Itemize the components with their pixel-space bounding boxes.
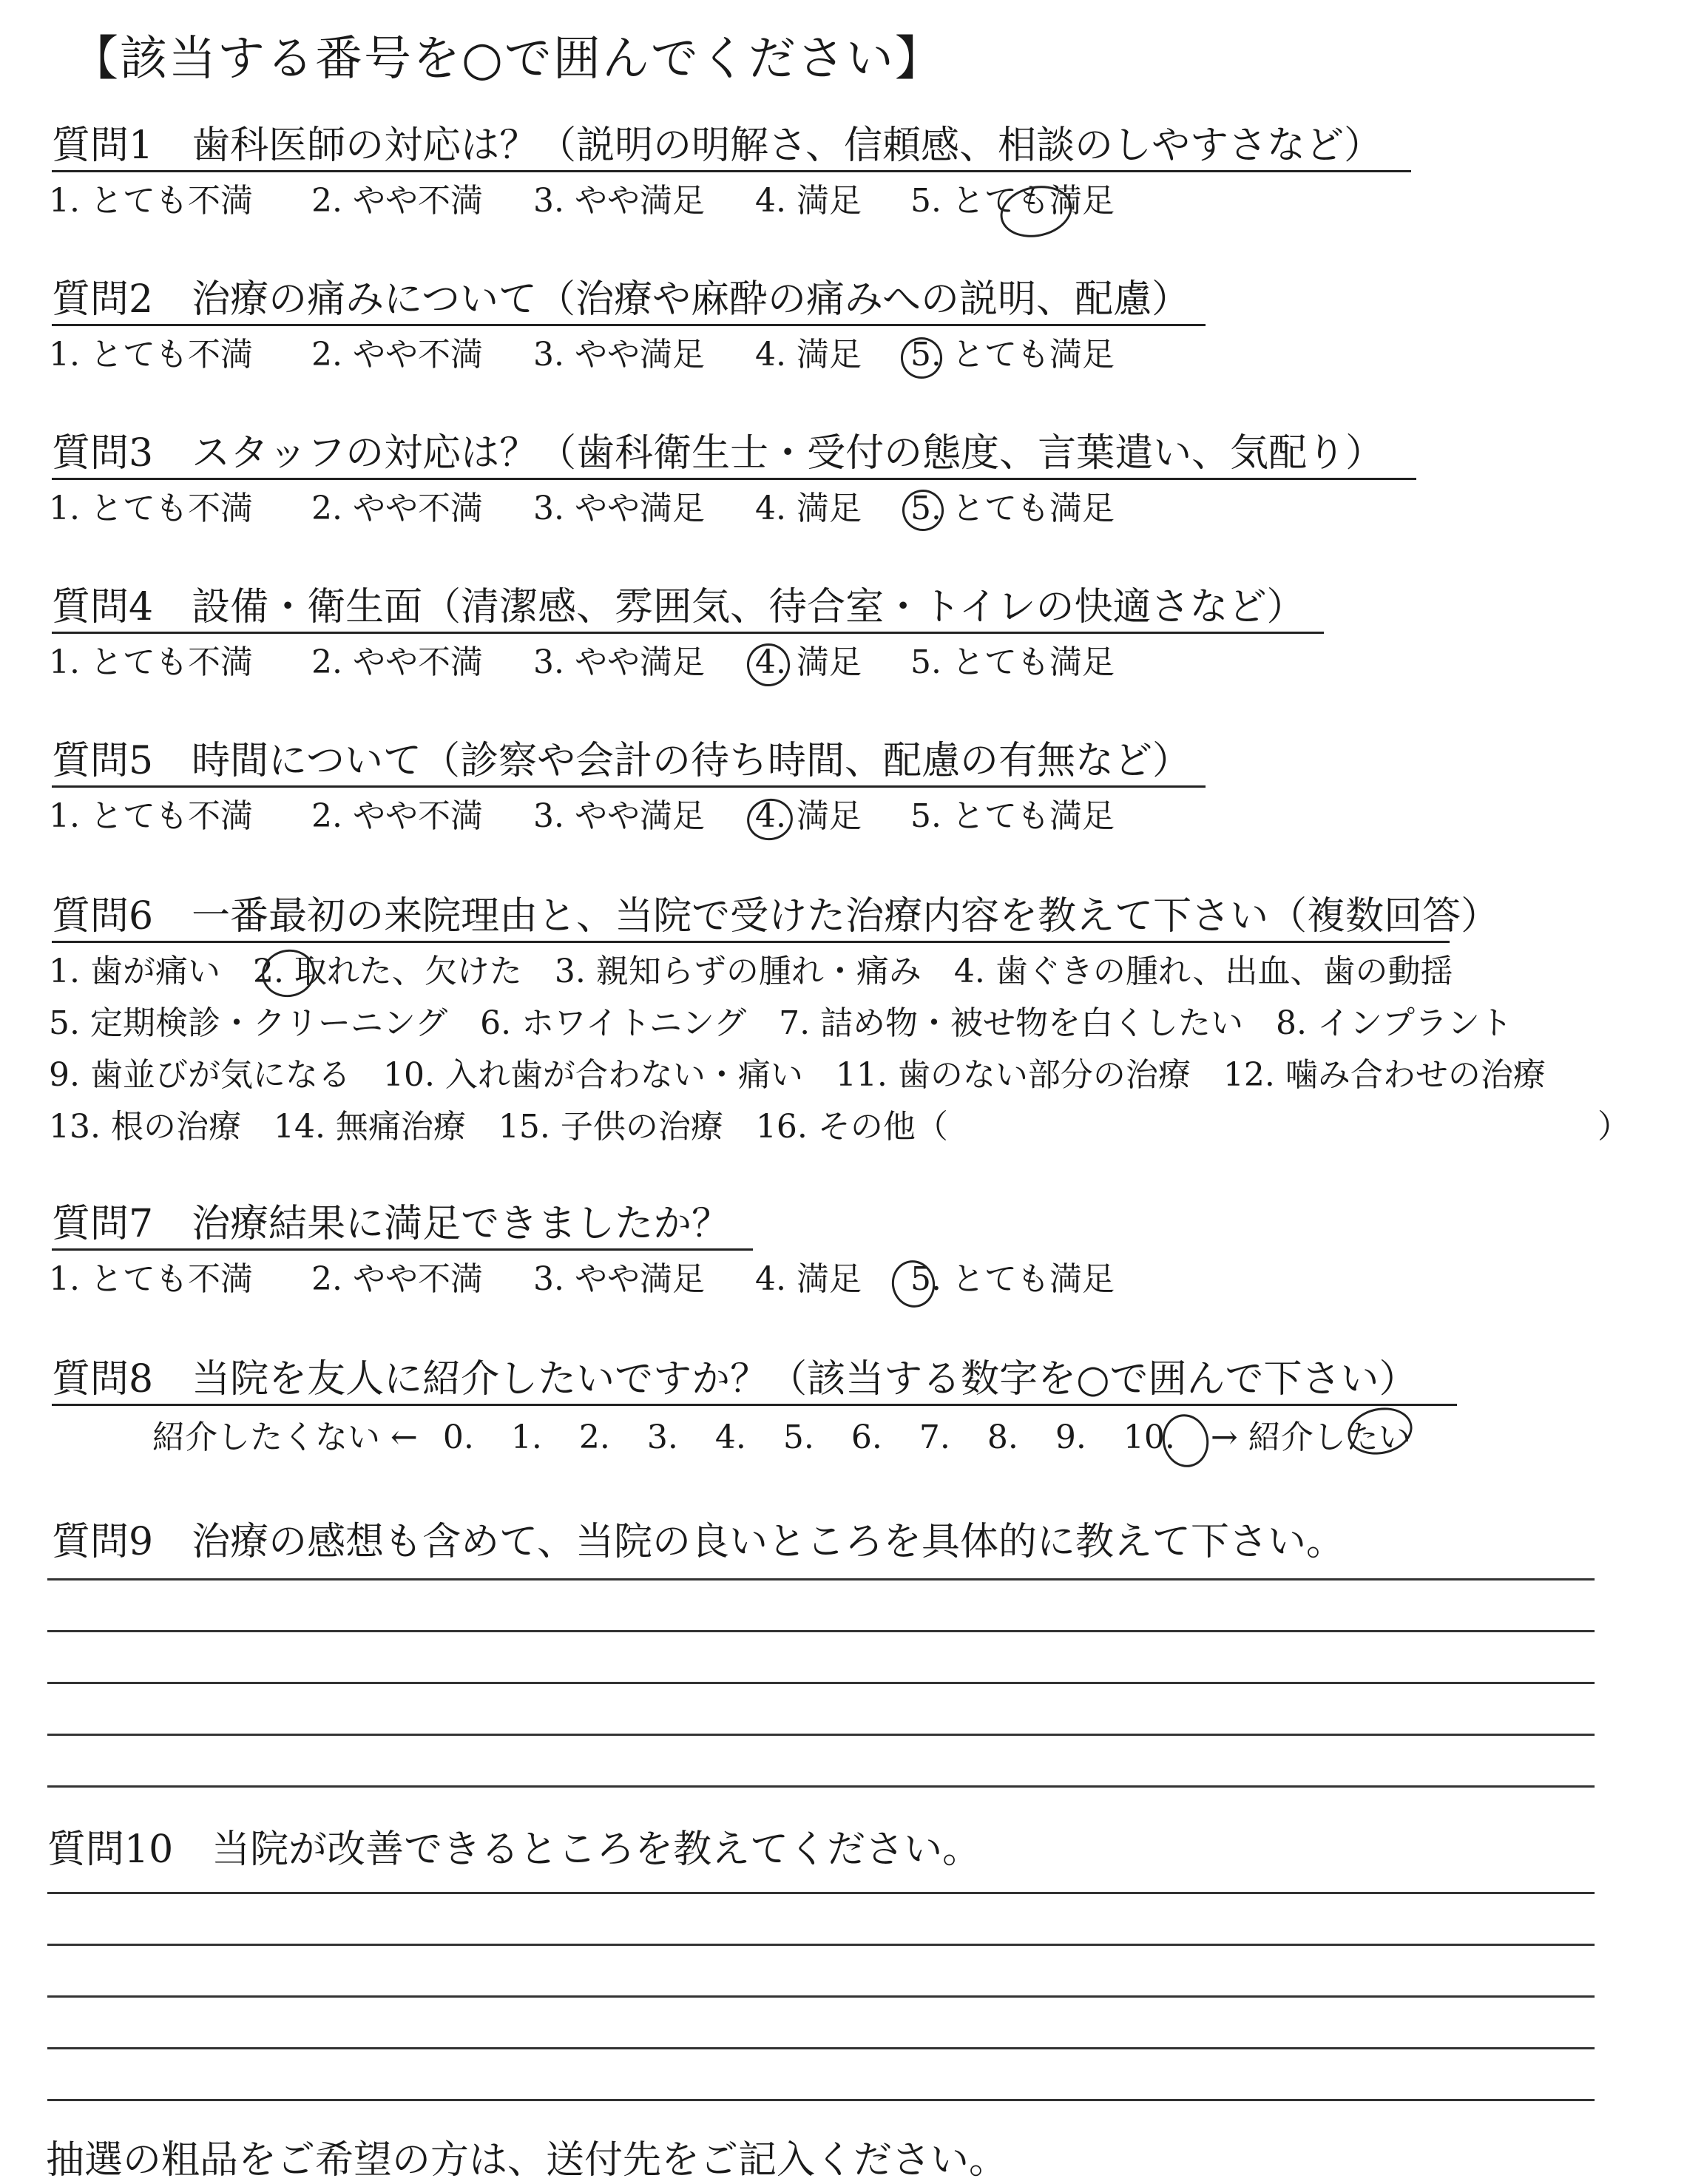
question-6-row-4[interactable]: 13. 根の治療 14. 無痛治療 15. 子供の治療 16. その他（ [49,1108,948,1146]
scale-left-label: 紹介したくない ← [152,1419,418,1456]
question-6-row-1[interactable]: 1. 歯が痛い 2. 取れた、欠けた 3. 親知らずの腫れ・痛み 4. 歯ぐきの腫れ、出血、歯の動揺 [49,953,1453,990]
option-3: 3. やや満足 [533,182,705,220]
question-8-scale[interactable]: 紹介したくない ← 0. 1. 2. 3. 4. 5. 6. 7. 8. 9. 10. → 紹介したい [152,1416,1411,1460]
question-6-underline [52,941,1450,943]
question-2-underline [52,324,1206,326]
question-1-options[interactable] [49,179,1115,223]
answer-line [47,1892,1595,1894]
question-5-underline [52,785,1206,788]
question-7-heading: 質問7 治療結果に満足できましたか？ [52,1202,731,1246]
option-4: 4. 満足 [755,182,862,220]
footer-note: 抽選の粗品をご希望の方は、送付先をご記入ください。 [46,2138,1008,2183]
question-4-options[interactable]: 1. とても不満 2. やや不満 3. やや満足 4. 満足 5. とても満足 [49,643,1115,681]
question-3-underline [52,478,1416,480]
answer-line [47,1995,1595,1998]
question-2-heading: 質問2 治療の痛みについて（治療や麻酔の痛みへの説明、配慮） [52,277,1191,322]
option-2: 2. やや不満 [311,182,483,220]
answer-line [47,1630,1595,1632]
question-6-row-2[interactable]: 5. 定期検診・クリーニング 6. ホワイトニング 7. 詰め物・被せ物を白くしたい 8. インプラント [49,1004,1513,1042]
question-3-options[interactable]: 1. とても不満 2. やや不満 3. やや満足 4. 満足 5. とても満足 [49,490,1115,527]
question-8-underline [52,1404,1457,1406]
question-4-heading: 質問4 設備・衛生面（清潔感、雰囲気、待合室・トイレの快適さなど） [52,585,1305,629]
answer-line [47,1578,1595,1580]
close-paren: ） [1598,1108,1630,1146]
question-2-options[interactable]: 1. とても不満 2. やや不満 3. やや満足 4. 満足 5. とても満足 [49,336,1115,373]
answer-line [47,2099,1595,2101]
scale-right-label: → 紹介したい [1210,1419,1411,1456]
question-8-heading: 質問8 当院を友人に紹介したいですか？（該当する数字を○で囲んで下さい） [52,1357,1418,1402]
question-1-heading: 質問1 歯科医師の対応は？（説明の明解さ、信頼感、相談のしやすさなど） [52,124,1383,168]
answer-line [47,1734,1595,1736]
question-10-heading: 質問10 当院が改善できるところを教えてください。 [47,1828,981,1872]
question-1-underline [52,170,1411,172]
question-6-heading: 質問6 一番最初の来院理由と、当院で受けた治療内容を教えて下さい（複数回答） [52,894,1500,939]
answer-line [47,1682,1595,1684]
question-6-row-3[interactable]: 9. 歯並びが気になる 10. 入れ歯が合わない・痛い 11. 歯のない部分の治療 12. 噛み合わせの治療 [49,1056,1546,1094]
question-3-heading: 質問3 スタッフの対応は？（歯科衛生士・受付の態度、言葉遣い、気配り） [52,431,1384,476]
option-1: 1. とても不満 [49,182,253,220]
form-title: 【該当する番号を○で囲んでください】 [71,32,944,87]
question-5-heading: 質問5 時間について（診察や会計の待ち時間、配慮の有無など） [52,739,1191,783]
question-4-underline [52,632,1324,634]
answer-line [47,1944,1595,1946]
question-5-options[interactable]: 1. とても不満 2. やや不満 3. やや満足 4. 満足 5. とても満足 [49,797,1115,835]
question-7-options[interactable]: 1. とても不満 2. やや不満 3. やや満足 4. 満足 5. とても満足 [49,1260,1115,1298]
answer-line [47,1785,1595,1788]
option-5: 5. とても満足 [910,182,1115,220]
question-9-heading: 質問9 治療の感想も含めて、当院の良いところを具体的に教えて下さい。 [52,1520,1345,1564]
answer-line [47,2047,1595,2049]
question-7-underline [52,1248,753,1251]
